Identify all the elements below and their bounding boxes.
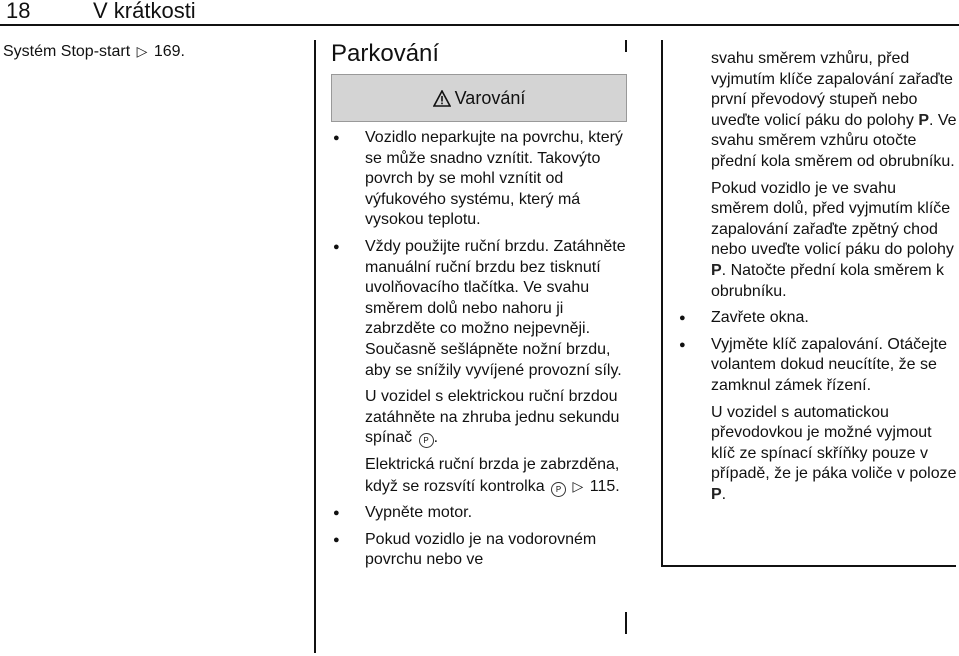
parking-brake-symbol-icon: P xyxy=(419,433,434,448)
column-continued xyxy=(677,49,957,511)
xref-page: 169. xyxy=(153,43,185,60)
paragraph: Pokud vozidlo je ve svahu směrem dolů, před vyjmutím klíče zapalování zařaďte zpětný chod nebo uveďte volicí páku do polohy P. Natočte přední kola směrem k obrubníku. xyxy=(711,179,954,300)
column-divider xyxy=(625,40,627,52)
list-item: ● Vozidlo neparkujte na povrchu, který se může snadno vznítit. Takovýto povrch by se mohl vznítit od výfukového systému, který má vysokou teplotu. xyxy=(331,128,631,231)
page-number: 18 xyxy=(6,0,31,23)
warning-label: Varování xyxy=(454,87,526,108)
column-divider xyxy=(625,612,627,634)
warning-box xyxy=(331,74,627,122)
list-item: ● Vždy použijte ruční brzdu. Zatáhněte manuální ruční brzdu bez tisknutí uvolňovacího tlačítka. Ve svahu směrem dolů nebo nahoru ji zabrzděte co možno nejpevněji. Současně sešlápněte nožní brzdu, aby se snížily vyvíjené provozní síly. xyxy=(331,237,631,381)
column-warning-content xyxy=(331,128,631,577)
list-item: ● Vyjměte klíč zapalování. Otáčejte volantem dokud neucítíte, že se zamknul zámek řízení. xyxy=(677,335,957,397)
parking-brake-symbol-icon: P xyxy=(551,482,566,497)
paragraph: U vozidel s automatickou převodovkou je možné vyjmout klíč ze spínací skříňky pouze v případě, že je páka voliče v poloze P. xyxy=(711,403,957,503)
paragraph: U vozidel s elektrickou ruční brzdou zatáhněte na zhruba jednu sekundu spínač P . xyxy=(365,388,620,447)
paragraph: Elektrická ruční brzda je zabrzděna, když se rozsvítí kontrolka P ▷ 115. xyxy=(365,455,620,495)
xref-text: Systém Stop-start xyxy=(3,43,131,60)
section-title: Parkování xyxy=(331,40,440,67)
paragraph: svahu směrem vzhůru, před vyjmutím klíče zapalování zařaďte první převodový stupeň nebo uveďte volicí páku do polohy P. Ve svahu směrem vzhůru otočte přední kola směrem od obrubníku. xyxy=(711,50,957,170)
column-rule xyxy=(661,565,956,567)
list-item: ● Pokud vozidlo je na vodorovném povrchu nebo ve xyxy=(331,530,631,571)
list-item: ● Zavřete okna. xyxy=(677,308,957,329)
list-item: ● Vypněte motor. xyxy=(331,503,631,524)
warning-triangle-icon xyxy=(433,90,451,107)
chapter-title: V krátkosti xyxy=(93,0,196,23)
triangle-right-outline-icon: ▷ xyxy=(572,477,584,494)
page-header xyxy=(0,0,959,26)
column-divider xyxy=(661,40,663,567)
cross-reference[interactable] xyxy=(3,43,185,61)
triangle-right-outline-icon: ▷ xyxy=(136,43,148,59)
column-divider xyxy=(314,40,316,653)
